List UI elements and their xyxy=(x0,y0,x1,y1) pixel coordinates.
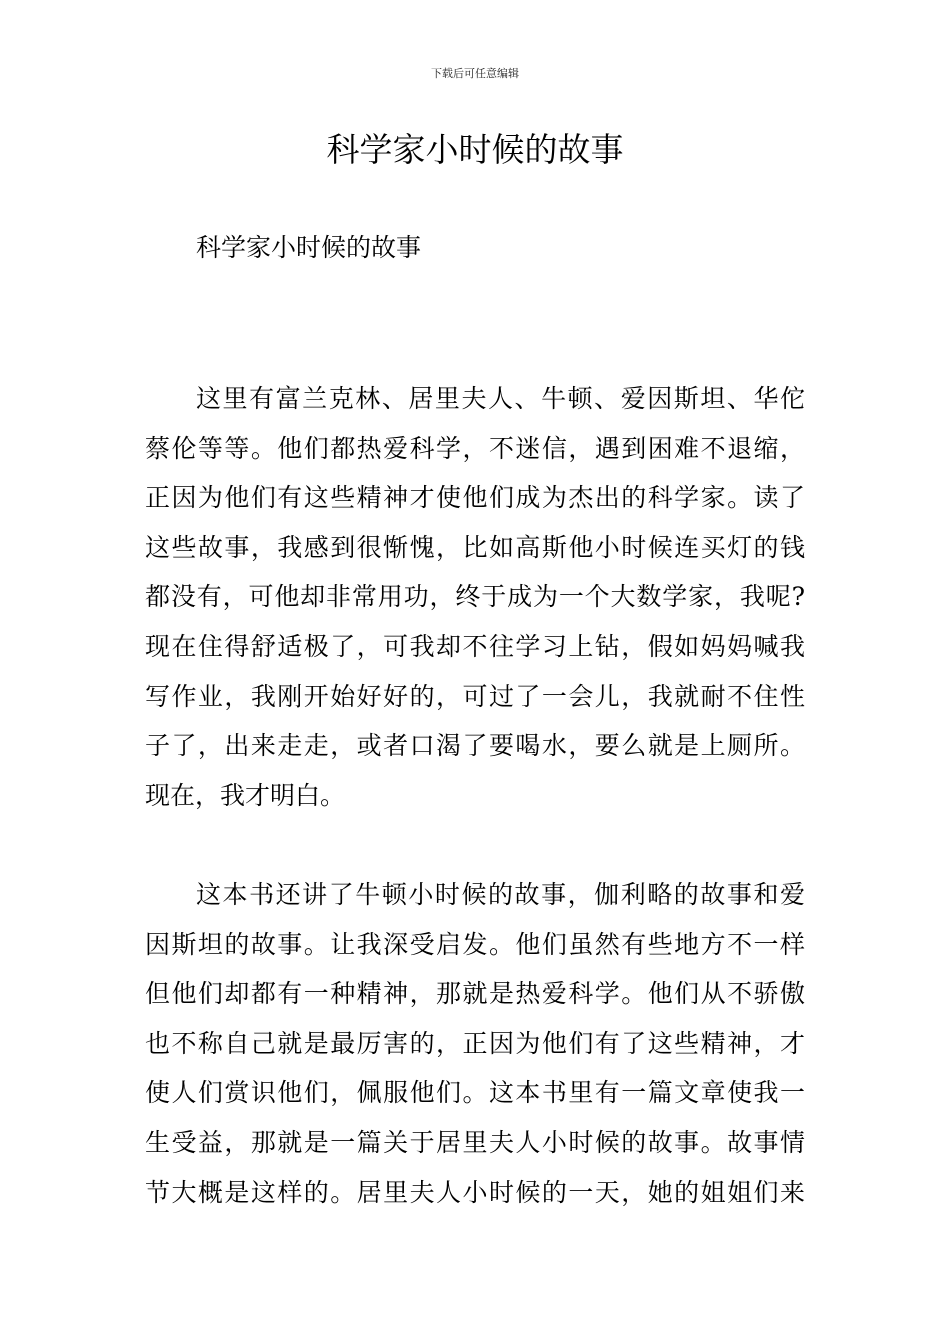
paragraph-line: 都没有，可他却非常用功，终于成为一个大数学家，我呢? xyxy=(145,582,805,612)
paragraph xyxy=(145,870,805,1217)
paragraph-line: 子了，出来走走，或者口渴了要喝水，要么就是上厕所。 xyxy=(145,731,805,761)
paragraph-line: 这些故事，我感到很惭愧，比如高斯他小时候连买灯的钱 xyxy=(145,532,805,562)
paragraph-line: 这里有富兰克林、居里夫人、牛顿、爱因斯坦、华佗 xyxy=(196,384,805,413)
paragraph-line: 节大概是这样的。居里夫人小时候的一天，她的姐姐们来 xyxy=(145,1177,805,1207)
header-note: 下载后可任意编辑 xyxy=(431,67,519,80)
paragraph-line: 这本书还讲了牛顿小时候的故事，伽利略的故事和爱 xyxy=(196,880,805,909)
paragraph-line: 蔡伦等等。他们都热爱科学，不迷信，遇到困难不退缩， xyxy=(145,433,805,463)
paragraph-line: 写作业，我刚开始好好的，可过了一会儿，我就耐不住性 xyxy=(145,681,805,711)
paragraph-line: 因斯坦的故事。让我深受启发。他们虽然有些地方不一样 xyxy=(145,929,805,959)
document-title: 科学家小时候的故事 xyxy=(326,130,624,169)
paragraph-line: 也不称自己就是最厉害的，正因为他们有了这些精神，才 xyxy=(145,1028,805,1058)
paragraph xyxy=(145,374,805,820)
paragraph-line: 现在住得舒适极了，可我却不往学习上钻，假如妈妈喊我 xyxy=(145,631,805,661)
paragraph-line: 但他们却都有一种精神，那就是热爱科学。他们从不骄傲 xyxy=(145,979,805,1009)
paragraph-line: 生受益，那就是一篇关于居里夫人小时候的故事。故事情 xyxy=(145,1127,805,1157)
document-subtitle: 科学家小时候的故事 xyxy=(196,233,422,262)
paragraph-line: 使人们赏识他们，佩服他们。这本书里有一篇文章使我一 xyxy=(145,1078,805,1108)
paragraph-line: 现在，我才明白。 xyxy=(145,780,346,810)
paragraph-line: 正因为他们有这些精神才使他们成为杰出的科学家。读了 xyxy=(145,483,805,513)
